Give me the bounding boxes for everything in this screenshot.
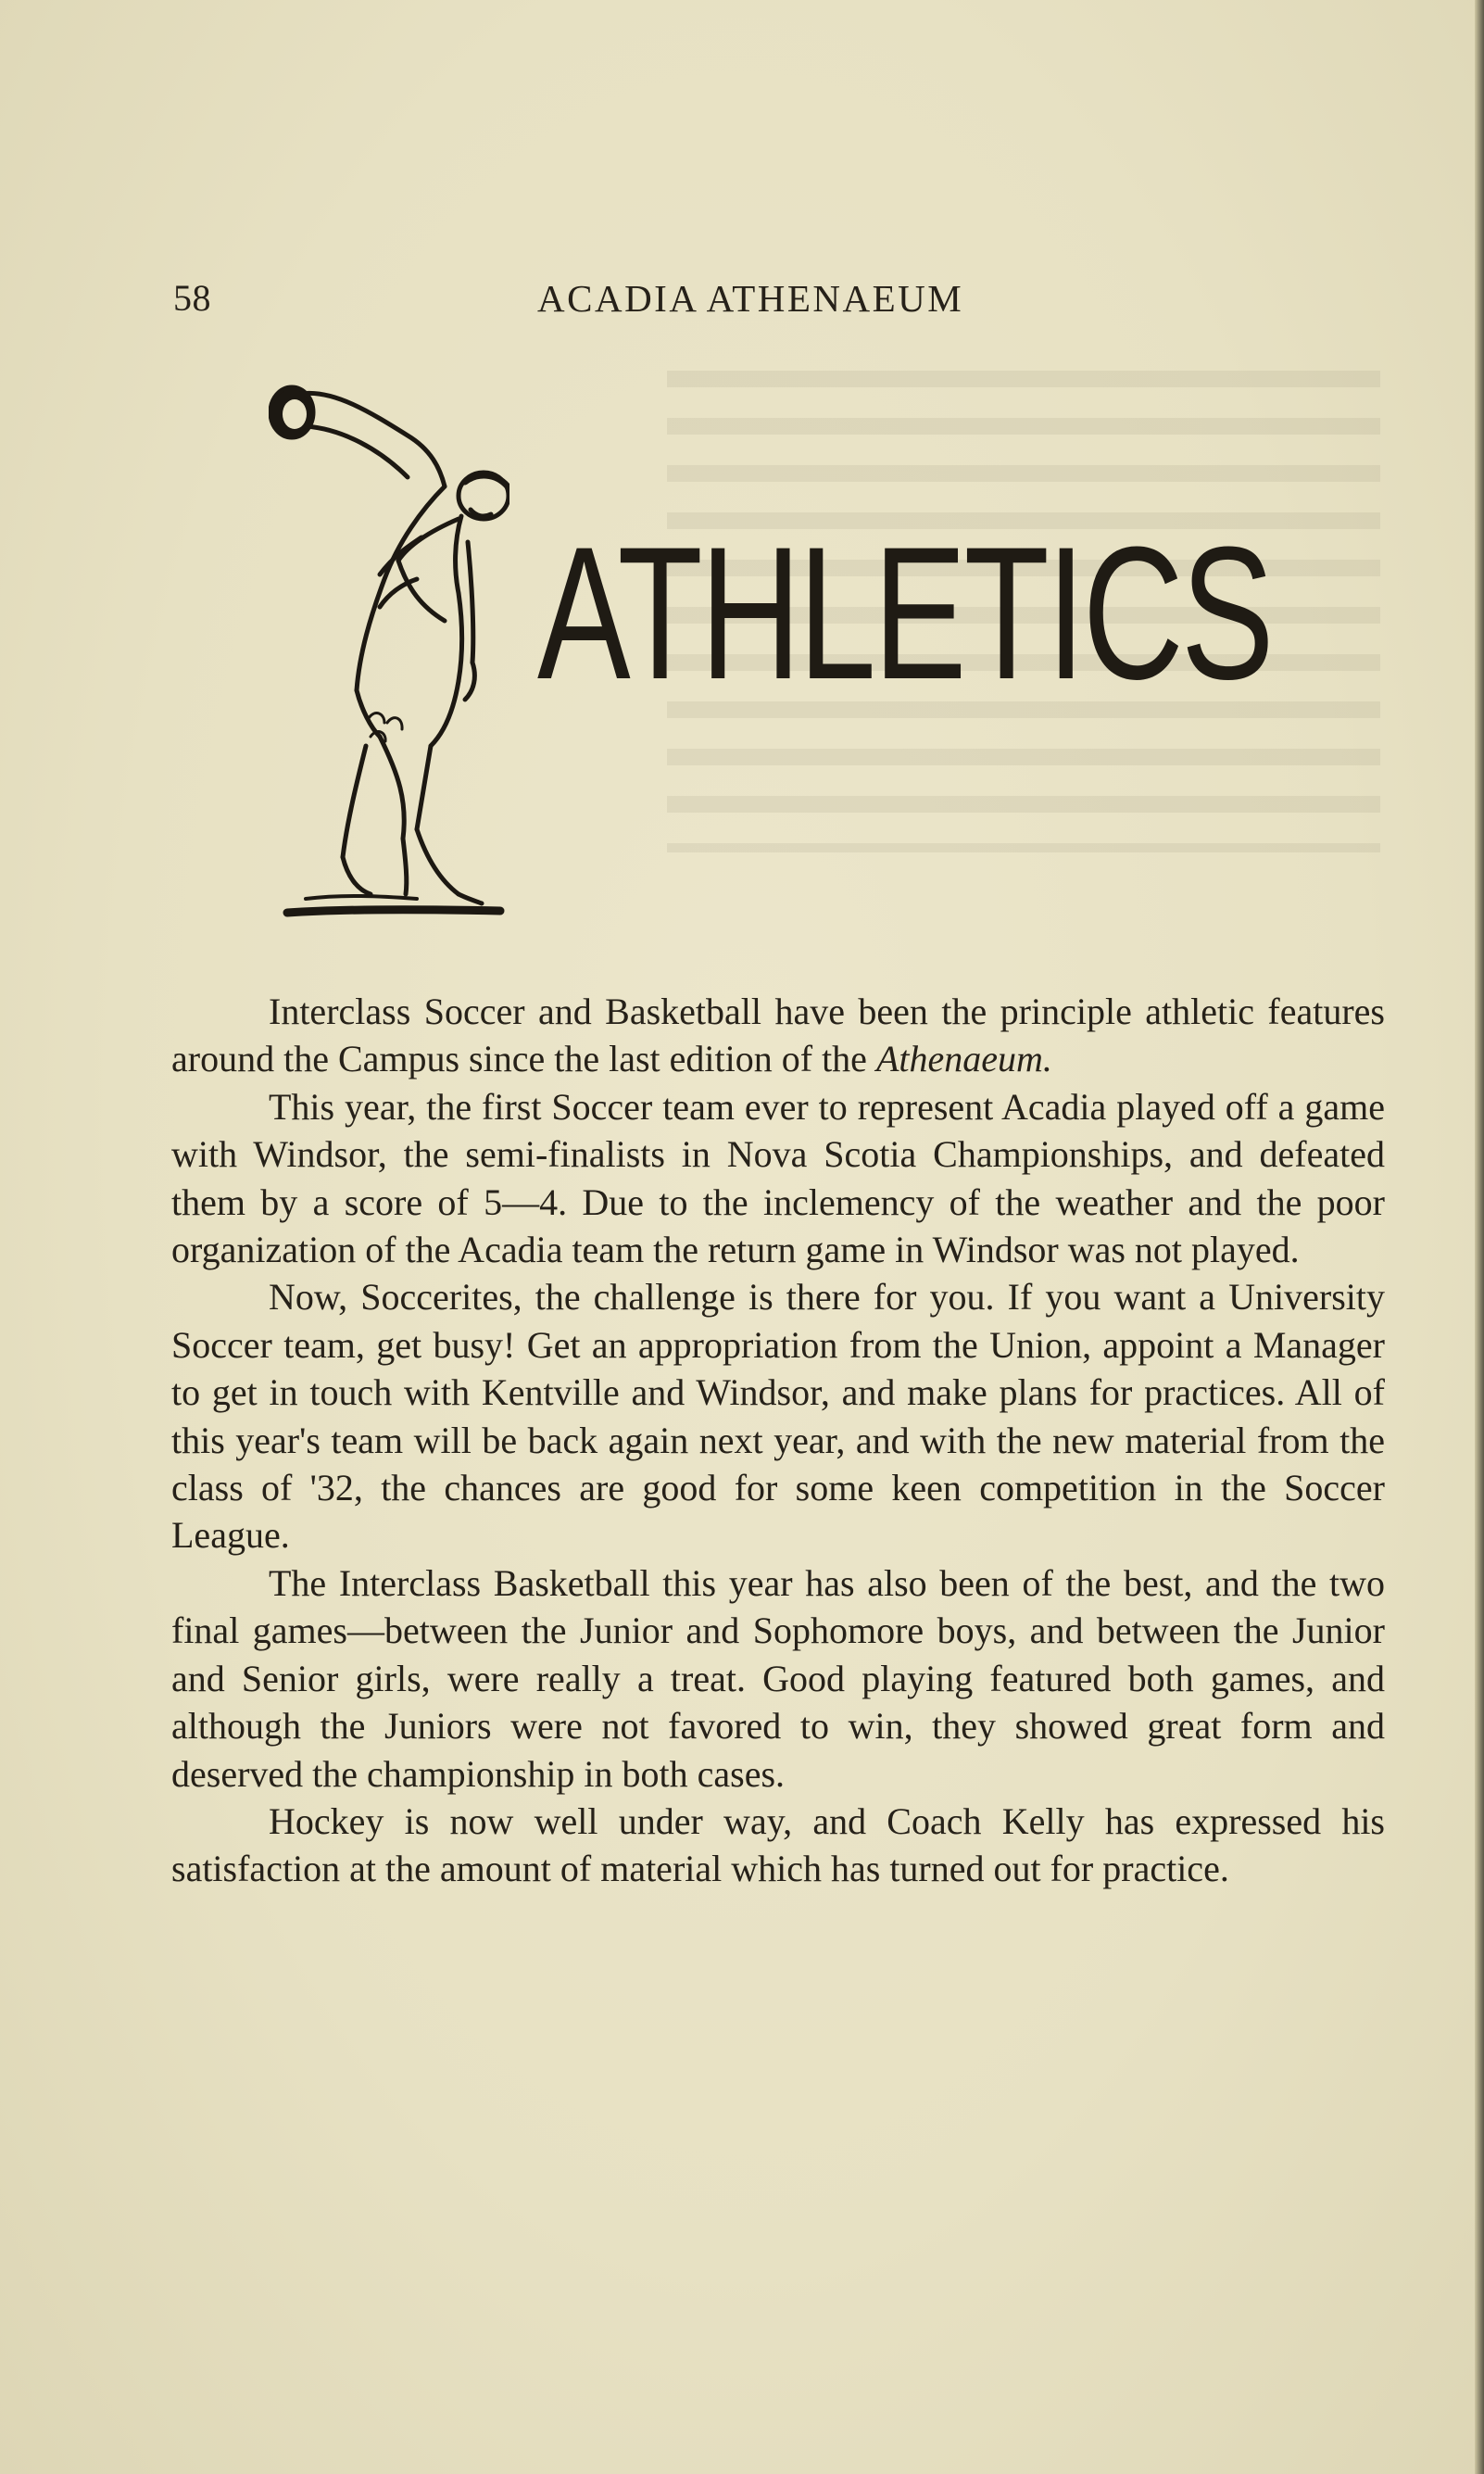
page-header	[173, 276, 1387, 332]
page-number: 58	[173, 277, 211, 319]
paragraph-text: Interclass Soccer and Basketball have been the principle athletic features around the Campus since the last edition of the	[171, 991, 1385, 1080]
article-body	[171, 988, 1385, 1893]
page-edge	[1475, 0, 1484, 2474]
discus-thrower-icon	[269, 357, 509, 931]
paragraph: This year, the first Soccer team ever to represent Acadia played off a game with Windsor, the semi-finalists in Nova Scotia Championships, and defeated them by a score of 5—4. Due to the inclemency of the weather and the poor organization of the Acadia team the return game in Windsor was not played.	[171, 1085, 1385, 1271]
paragraph: Now, Soccerites, the challenge is there for you. If you want a University Soccer team, get busy! Get an appropriation from the Union, appoint a Manager to get in touch with Kentville and Windsor, and make plans for practices. All of this year's team will be back again next year, and with the new material from the class of '32, the chances are good for some keen competition in the Soccer League.	[171, 1276, 1385, 1557]
paragraph: Hockey is now well under way, and Coach Kelly has expressed his satisfaction at the amount of material which has turned out for practice.	[171, 1799, 1385, 1890]
publication-name: Athenaeum.	[875, 1038, 1052, 1080]
paragraph: The Interclass Basketball this year has also been of the best, and the two final games—between the Junior and Sophomore boys, and between the Junior and Senior girls, were really a treat. Good playing featured both games, and although the Juniors were not favored to win, they showed great form and deserved the championship in both cases.	[171, 1561, 1385, 1795]
running-head: ACADIA ATHENAEUM	[537, 277, 964, 320]
section-title: ATHLETICS	[537, 508, 1272, 719]
paragraph	[171, 988, 1385, 1083]
